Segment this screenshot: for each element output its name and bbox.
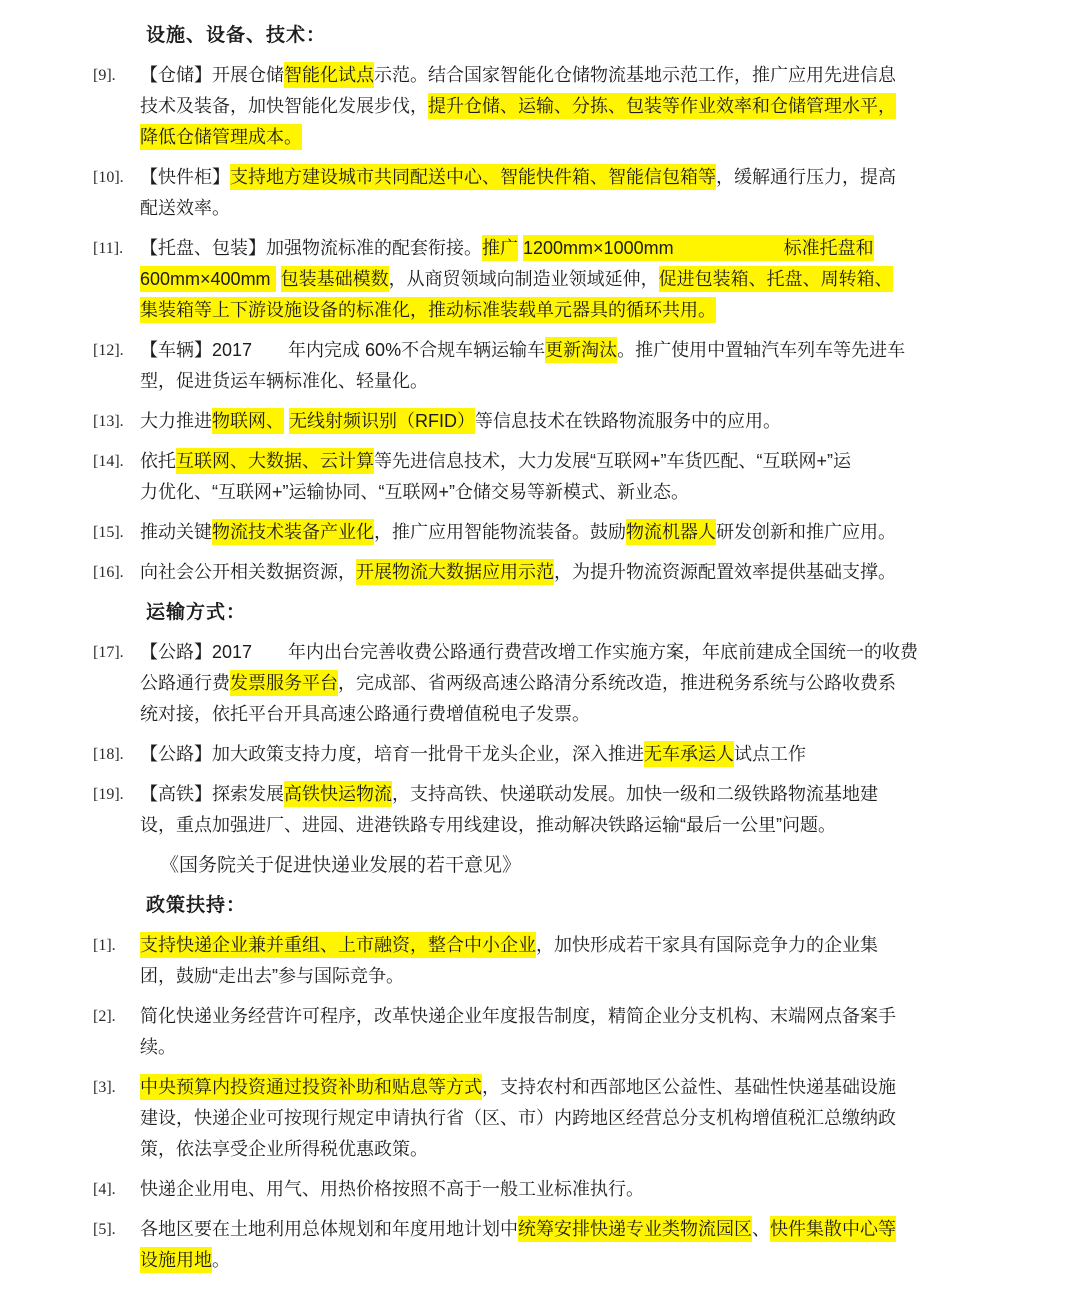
section-heading: 运输方式： <box>146 602 247 623</box>
item-number: [18]. <box>93 746 124 763</box>
text-line <box>140 264 1000 295</box>
item-number: [9]. <box>93 67 116 84</box>
text-line <box>140 477 1000 508</box>
text-segment: 【高铁】探索发展 <box>140 784 284 804</box>
item-number: [15]. <box>93 524 124 541</box>
item-text <box>140 1214 1000 1276</box>
text-line <box>140 1103 1000 1134</box>
list-item <box>93 1072 1000 1165</box>
text-segment: 各地区要在土地利用总体规划和年度用地计划中 <box>140 1219 518 1239</box>
highlighted-text: 600mm×400mm <box>140 266 276 292</box>
item-number: [10]. <box>93 169 124 186</box>
highlighted-text: 智能化试点 <box>284 62 374 88</box>
text-line <box>140 1001 1000 1032</box>
highlighted-text: 包装基础模数 <box>281 266 389 292</box>
text-segment: 统对接，依托平台开具高速公路通行费增值税电子发票。 <box>140 704 590 724</box>
item-text <box>140 1001 1000 1063</box>
text-line <box>140 1214 1000 1245</box>
item-number: [4]. <box>93 1181 116 1198</box>
highlighted-text: 支持地方建设城市共同配送中心、智能快件箱、智能信包箱等 <box>230 164 716 190</box>
highlighted-text: 高铁快运物流 <box>284 781 392 807</box>
highlighted-text: 互联网、大数据、云计算 <box>176 448 374 474</box>
text-line <box>140 961 1000 992</box>
item-text <box>140 739 1000 770</box>
text-segment: 简化快递业务经营许可程序，改革快递企业年度报告制度，精简企业分支机构、末端网点备案手 <box>140 1006 896 1026</box>
highlighted-text: 集装箱等上下游设施设备的标准化，推动标准装载单元器具的循环共用。 <box>140 297 716 323</box>
highlighted-text: 开展物流大数据应用示范 <box>356 559 554 585</box>
text-segment: 等先进信息技术，大力发展“互联网+”车货匹配、“互联网+”运 <box>374 451 851 471</box>
text-line <box>140 637 1000 668</box>
list-item <box>93 930 1000 992</box>
highlighted-text: 促进包装箱、托盘、周转箱、 <box>659 266 893 292</box>
text-line <box>140 1032 1000 1063</box>
item-number: [17]. <box>93 644 124 661</box>
text-segment: 。 <box>212 1250 230 1270</box>
item-text <box>140 1072 1000 1165</box>
text-segment: ，支持农村和西部地区公益性、基础性快递基础设施 <box>482 1077 896 1097</box>
text-line <box>140 406 1000 437</box>
text-segment: 【车辆】2017 年内完成 60%不合规车辆运输车 <box>140 340 546 360</box>
highlighted-text: 支持快递企业兼并重组、上市融资，整合中小企业 <box>140 932 536 958</box>
text-line <box>140 122 1000 153</box>
text-segment: 【公路】2017 年内出台完善收费公路通行费营改增工作实施方案，年底前建成全国统一的收费 <box>140 642 919 662</box>
item-number: [16]. <box>93 564 124 581</box>
item-text <box>140 406 1000 437</box>
item-text <box>140 517 1000 548</box>
text-line <box>140 295 1000 326</box>
highlighted-text: 物流技术装备产业化 <box>212 519 374 545</box>
text-line <box>140 91 1000 122</box>
text-segment: 快递企业用电、用气、用热价格按照不高于一般工业标准执行。 <box>140 1179 644 1199</box>
text-line <box>140 1134 1000 1165</box>
text-segment: 、 <box>752 1219 770 1239</box>
highlighted-text: 无线射频识别（RFID） <box>289 408 475 434</box>
list-item <box>93 162 1000 224</box>
document-body <box>93 20 1000 1276</box>
text-segment: 型，促进货运车辆标准化、轻量化。 <box>140 371 428 391</box>
list-item <box>93 406 1000 437</box>
text-line <box>140 193 1000 224</box>
text-segment <box>276 269 281 289</box>
item-text <box>140 779 1000 841</box>
text-line <box>140 517 1000 548</box>
list-item <box>93 1174 1000 1205</box>
text-line <box>140 699 1000 730</box>
item-text <box>140 930 1000 992</box>
text-segment: ，推广应用智能物流装备。鼓励 <box>374 522 626 542</box>
highlighted-text: 无车承运人 <box>644 741 734 767</box>
text-segment: 示范。结合国家智能化仓储物流基地示范工作，推广应用先进信息 <box>374 65 896 85</box>
text-segment: 向社会公开相关数据资源， <box>140 562 356 582</box>
list-item <box>93 517 1000 548</box>
text-line <box>140 1072 1000 1103</box>
highlighted-text: 更新淘汰 <box>545 337 617 363</box>
text-segment: 配送效率。 <box>140 198 230 218</box>
list-item <box>93 1214 1000 1276</box>
text-line <box>140 930 1000 961</box>
item-text <box>140 335 1000 397</box>
text-segment: 【公路】加大政策支持力度，培育一批骨干龙头企业，深入推进 <box>140 744 644 764</box>
text-line <box>140 446 1000 477</box>
text-line <box>140 60 1000 91</box>
text-segment: 【仓储】开展仓储 <box>140 65 284 85</box>
highlighted-text: 中央预算内投资通过投资补助和贴息等方式 <box>140 1074 482 1100</box>
item-number: [3]. <box>93 1079 116 1096</box>
text-line <box>140 557 1000 588</box>
text-segment: 设，重点加强进厂、进园、进港铁路专用线建设，推动解决铁路运输“最后一公里”问题。 <box>140 815 836 835</box>
highlighted-text: 推广 <box>482 235 518 261</box>
list-item <box>93 637 1000 730</box>
highlighted-text: 统筹安排快递专业类物流园区 <box>518 1216 752 1242</box>
item-number: [19]. <box>93 786 124 803</box>
item-text <box>140 637 1000 730</box>
text-segment: ，从商贸领域向制造业领域延伸， <box>388 269 659 289</box>
list-item <box>93 335 1000 397</box>
item-text <box>140 1174 1000 1205</box>
text-segment: 公路通行费 <box>140 673 230 693</box>
item-number: [11]. <box>93 240 124 257</box>
highlighted-text: 物联网、 <box>212 408 284 434</box>
text-segment: 大力推进 <box>140 411 212 431</box>
text-segment: 团，鼓励“走出去”参与国际竞争。 <box>140 966 404 986</box>
highlighted-text: 快件集散中心等 <box>770 1216 896 1242</box>
text-segment: ，支持高铁、快递联动发展。加快一级和二级铁路物流基地建 <box>392 784 878 804</box>
item-text <box>140 233 1000 326</box>
section-heading: 政策扶持： <box>146 895 247 916</box>
item-number: [1]. <box>93 937 116 954</box>
text-segment: 力优化、“互联网+”运输协同、“互联网+”仓储交易等新模式、新业态。 <box>140 482 689 502</box>
text-segment: 技术及装备，加快智能化发展步伐， <box>140 96 428 116</box>
highlighted-text: 1200mm×1000mm 标准托盘和 <box>523 235 874 261</box>
item-number: [2]. <box>93 1008 116 1025</box>
item-number: [12]. <box>93 342 124 359</box>
item-text <box>140 557 1000 588</box>
list-item <box>93 557 1000 588</box>
item-number: [13]. <box>93 413 124 430</box>
list-item <box>93 739 1000 770</box>
item-number: [5]. <box>93 1221 116 1238</box>
highlighted-text: 物流机器人 <box>626 519 716 545</box>
text-segment: ，为提升物流资源配置效率提供基础支撑。 <box>554 562 896 582</box>
text-line <box>140 1245 1000 1276</box>
text-segment: 依托 <box>140 451 176 471</box>
text-line <box>140 1174 1000 1205</box>
highlighted-text: 提升仓储、运输、分拣、包装等作业效率和仓储管理水平， <box>428 93 896 119</box>
text-line <box>140 739 1000 770</box>
text-segment: 推动关键 <box>140 522 212 542</box>
item-text <box>140 162 1000 224</box>
list-item <box>93 779 1000 841</box>
text-segment: 策，依法享受企业所得税优惠政策。 <box>140 1139 428 1159</box>
item-number: [14]. <box>93 453 124 470</box>
text-segment: 【快件柜】 <box>140 167 230 187</box>
text-line <box>140 779 1000 810</box>
list-item <box>93 60 1000 153</box>
text-segment: 【托盘、包装】加强物流标准的配套衔接。 <box>140 238 482 258</box>
text-line <box>140 366 1000 397</box>
list-item <box>93 446 1000 508</box>
section-heading: 设施、设备、技术： <box>146 25 327 46</box>
highlighted-text: 降低仓储管理成本。 <box>140 124 302 150</box>
text-segment: 建设，快递企业可按现行规定申请执行省（区、市）内跨地区经营总分支机构增值税汇总缴纳政 <box>140 1108 896 1128</box>
list-item <box>93 1001 1000 1063</box>
text-segment: ，加快形成若干家具有国际竞争力的企业集 <box>536 935 878 955</box>
item-text <box>140 446 1000 508</box>
text-segment: 试点工作 <box>734 744 806 764</box>
document-reference-title: 《国务院关于促进快递业发展的若干意见》 <box>160 855 522 876</box>
item-text <box>140 60 1000 153</box>
text-line <box>140 335 1000 366</box>
text-segment: 等信息技术在铁路物流服务中的应用。 <box>475 411 782 431</box>
text-segment: ，完成部、省两级高速公路清分系统改造，推进税务系统与公路收费系 <box>338 673 896 693</box>
text-segment: 。推广使用中置轴汽车列车等先进车 <box>617 340 906 360</box>
highlighted-text: 设施用地 <box>140 1247 212 1273</box>
text-line <box>140 162 1000 193</box>
text-segment: 续。 <box>140 1037 176 1057</box>
text-line <box>140 810 1000 841</box>
text-segment: ，缓解通行压力，提高 <box>716 167 896 187</box>
text-line <box>140 233 1000 264</box>
highlighted-text: 发票服务平台 <box>230 670 338 696</box>
text-line <box>140 668 1000 699</box>
text-segment: 研发创新和推广应用。 <box>716 522 896 542</box>
list-item <box>93 233 1000 326</box>
